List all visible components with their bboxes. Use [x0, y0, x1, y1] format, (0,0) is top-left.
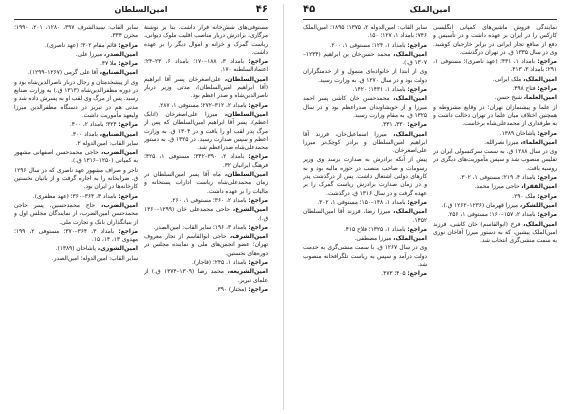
- references-label: مراجع:: [248, 154, 268, 161]
- entry-text: حاجی محمدعلی خان (۱۲۹۹–۱۳۶۰ ق.).: [144, 207, 268, 222]
- entry-text: میرزا علی.: [75, 51, 103, 58]
- entry-text: مستوفی‌های شش‌خانه قرار داشت. بنا بر نوشتهٔ مرگاری، برادرش دربار مناصب اقلیت ملوک دیوانی، ریاست گمرک و خزانه و اموال دیگر را بر عهده داشت.: [144, 25, 268, 56]
- dictionary-entry: [144, 197, 268, 205]
- entry-headword: امین‌الشوری،: [97, 245, 138, 253]
- entry-headword: امین‌الملک،: [393, 95, 427, 103]
- left-page: [0, 0, 282, 414]
- entry-text: محمد رضا (۱۳۰۹–۱۳۷۴ ق.) از علمای تبریز.: [144, 269, 268, 284]
- entry-text: وی از پیشخدمتان و رجال دربار ناصرالدین‌شاه بود و در دوره مظفرالدین‌شاه (۱۳۱۳ ق.) به وزارت صنایع رسید. پس از مرگ وی لقب او به پسرش داده شد و مدتی هم در تبریز در دستگاه مظفرالدین میرزا ولیعهد مأموریت داشت.: [14, 79, 138, 119]
- entry-headword: امین‌الملک،: [393, 50, 427, 58]
- dictionary-entry: [144, 233, 268, 258]
- text-column-left: [303, 24, 427, 408]
- page-number: ۴۵: [303, 4, 316, 15]
- dictionary-entry: [14, 167, 138, 192]
- entry-text: بامداد ۲، ۳۹۰–۳۴۲؛ مستوفی ۱، ۴۲۵؛ فرهنگ ایرانیان ۳۲.: [144, 154, 268, 169]
- entry-headword: امین‌السلطان،: [224, 110, 268, 118]
- entry-text: (مختار) ۳۹۰.: [215, 286, 247, 293]
- running-title: امین‌الملک: [409, 5, 451, 14]
- entry-text: محمد حسن‌خان بن ابراهیم (۱۲۳۴–۱۳۰۷ ق.).: [303, 51, 427, 67]
- dictionary-entry: [433, 76, 557, 84]
- dictionary-entry: [433, 221, 557, 246]
- references-label: مراجع:: [537, 193, 557, 200]
- entry-text: حاجی ابوالقاسم از تجار معروف تهران؛ عضو انجمن‌های ملی و نماینده مجلس در دوره‌های نخستین.: [144, 234, 268, 257]
- references-label: مراجع:: [118, 42, 138, 49]
- dictionary-entry: [433, 94, 557, 102]
- entry-text: میرزا رضا، فرزند آقا امین‌السلطان ۱۴۵۲.: [303, 209, 427, 224]
- entry-text: بامداد ۳، ۱۹۶؛ سایر القاب: امین‌الصدر.: [153, 224, 247, 231]
- entry-text: بامداد ۳، ۳۶۴–۳۶۰؛ (عهد مظفری).: [32, 193, 117, 200]
- entry-text: قائم مقام ۳۰۲؛ (عهد ناصری).: [44, 42, 117, 49]
- entry-headword: امین‌الملک،: [393, 130, 427, 138]
- dictionary-entry: [303, 235, 427, 243]
- entry-text: بامداد ۳، ۱۸۸–۱۷۰؛ بامداد ۶، ۲۳–۲۴؛ اعتمادالسلطنه ۱۷۰.: [144, 59, 268, 74]
- dictionary-entry: [14, 131, 138, 139]
- dictionary-entry: [433, 58, 557, 75]
- page-header: [14, 4, 268, 18]
- dictionary-entry: [433, 104, 557, 129]
- dictionary-entry: [303, 121, 427, 129]
- dictionary-entry: [144, 111, 268, 152]
- dictionary-entry: [144, 153, 268, 170]
- entry-text: ماه آقا پسر امین‌السلطان در زمان محمدعلی‌شاه ریاست ادارات پستخانه و مالیات را بر عهده داشت.: [144, 172, 268, 195]
- dictionary-entry: [14, 24, 138, 41]
- entry-headword: امین‌الملک،: [523, 75, 557, 83]
- dictionary-entry: [144, 76, 268, 101]
- entry-text: پیش از آنکه برادرش به صدارت برسد وی وزیر رسومات و صاحب منصب در حوزه مالیه بود و به کارهای دولتی اشتغال داشت. پس از درگذشت پدر و در زمان صدارت برادرش ریاست گمرک را بر عهده گرفت و در سال ۱۳۱۶ ق. درگذشت.: [303, 157, 427, 197]
- dictionary-entry: [144, 24, 268, 57]
- references-label: مراجع:: [248, 197, 268, 204]
- references-label: مراجع:: [118, 228, 138, 235]
- entry-text: حاجی محمدحسن اصفهانی مشهور به کمپانی (۱۲۵۰–۱۳۱۶ ق.).: [14, 150, 138, 165]
- references-label: مراجع:: [248, 224, 268, 231]
- entry-text: تاجر و صراف مشهور عهد ناصری که در سال ۱۲۹۶ ق. ضرابخانه را به اجاره گرفت و از بانیان نخستین کارخانه‌ها در ایران بود.: [14, 167, 138, 191]
- entry-text: سایر القاب: امین‌الدوله ۲.: [75, 140, 138, 147]
- entry-text: بامداد ۱، ۱۴۸–۱۵۰؛ مستوفی ۱، ۳۰۲.: [317, 199, 406, 206]
- entry-headword: امین‌الملک،: [523, 220, 557, 228]
- entry-text: ملا ۴۷.: [100, 61, 117, 68]
- entry-text: بامداد ۳۰۰.: [71, 131, 98, 138]
- dictionary-entry: [14, 149, 138, 166]
- page-header: [303, 4, 557, 18]
- dictionary-entry: [433, 183, 557, 191]
- entry-text: آقا علی گرمی (۱۲۶۷–۱۲۹۹).: [27, 70, 98, 77]
- references-label: مراجع:: [407, 42, 427, 49]
- dictionary-entry: [433, 85, 557, 93]
- dictionary-entry: [14, 42, 138, 50]
- references-label: مراجع:: [537, 86, 557, 93]
- dictionary-entry: [303, 156, 427, 197]
- references-label: مراجع:: [537, 175, 557, 182]
- dictionary-entry: [14, 69, 138, 77]
- dictionary-entry: [303, 24, 427, 41]
- references-label: مراجع:: [407, 226, 427, 233]
- dictionary-entry: [14, 51, 138, 59]
- dictionary-entry: [303, 95, 427, 120]
- entry-text: نمایندگی فروش ماشین‌های کمپانی انگلیسی کارکس را در ایران بر عهده داشت و در تأسیس و دفع از منافع تجار ایرانی در برابر خارجیان کوشید. وی در سال ۱۳۳۵ ق. در تهران درگذشت.: [433, 25, 557, 56]
- entry-text: حاج محمدحسین، پسر حاجی محمدحسن امین‌الضرب، از نمایندگان مجلس اول و از بنیانگذاران بانک و تجارت ملی.: [14, 202, 138, 226]
- references-label: مراجع:: [248, 102, 268, 109]
- references-label: مراجع:: [118, 122, 138, 129]
- dictionary-entry: [144, 102, 268, 110]
- entry-text: فرخ (ابوالقاسم) خان کاشی، فرزند امین‌الملک پیشین، که به دستور میرزا آقاخان نوری به سمت منشی‌گری انتخاب شد.: [433, 221, 557, 245]
- header-rule: [303, 19, 557, 20]
- entry-text: میرزا نصرالله.: [484, 139, 519, 146]
- references-label: مراجع:: [537, 212, 557, 219]
- entry-headword: امین‌الشرف،: [229, 233, 268, 241]
- entry-text: از علما و پیشنمازان تهران؛ در وقایع مشروطه و همچنین اختلاف میان علما در تهران دخالت داشت و به طرفداری از محمدعلی‌شاه برخاست.: [433, 104, 557, 128]
- entry-headword: امین‌الصنایع،: [99, 69, 138, 77]
- entry-text: شیخ حسن.: [494, 95, 522, 102]
- entry-headword: امین‌الصنایع،: [99, 130, 138, 138]
- dictionary-entry: [14, 193, 138, 201]
- dictionary-entry: [144, 224, 268, 232]
- dictionary-entry: [433, 130, 557, 138]
- entry-text: بامداد ۱، ۱۴۳۱؛ ۱۴۲۰.: [352, 87, 406, 94]
- dictionary-entry: [433, 139, 557, 147]
- entry-text: سایر القاب: امین‌الدوله؛ امین‌الصدر.: [51, 255, 138, 262]
- dictionary-entry: [144, 171, 268, 196]
- entry-text: میرزا علی‌اصغرخان (اتابک اعظم)، پسر آقا ابراهیم امین‌السلطان که پس از مرگ پدر لقب او را یافت و در ۱۳۰۴ ق. به وزارت اعظم و سپس صدارت رسید. در ۱۳۲۵ ق. به دستور محمدعلی‌شاه صدراعظم شد.: [144, 111, 268, 152]
- text-column-right: [433, 24, 557, 408]
- dictionary-entry: [433, 193, 557, 201]
- references-label: مراجع:: [407, 199, 427, 206]
- entry-headword: امین‌الملک،: [393, 208, 427, 216]
- entry-text: میرزا قهرمان (۱۲۳۶–۱۲۶۲ ق.).: [441, 202, 519, 209]
- dictionary-entry: [14, 228, 138, 245]
- dictionary-entry: [144, 58, 268, 75]
- entry-headword: امین‌الضرب،: [101, 149, 138, 157]
- dictionary-entry: [433, 211, 557, 219]
- references-label: مراجع:: [537, 59, 557, 66]
- dictionary-entry: [144, 259, 268, 267]
- entry-text: بامداد ۲، ۳۶۰؛ مستوفی ۱، ۲۶۰.: [170, 197, 247, 204]
- entry-text: وی در سال ۱۲۸۸ ق. به سمت سرکنسولی ایران در تفلیس منصوب شد و سپس مأموریت‌های دیگری در روسیه یافت.: [433, 149, 557, 172]
- entry-text: بامداد ۱، ۲۴۵؛ (قاجار).: [192, 260, 247, 267]
- entry-text: ملک ۲۹۰.: [512, 193, 536, 200]
- entry-text: بامداد ۱، ۱۲۴؛ مستوفی ۱، ۲۰۰.: [329, 42, 406, 49]
- book-gutter: [283, 4, 284, 410]
- dictionary-entry: [144, 268, 268, 285]
- dictionary-entry: [303, 226, 427, 234]
- dictionary-entry: [14, 121, 138, 129]
- dictionary-entry: [144, 206, 268, 223]
- entry-text: ۳۲۴؛ بامداد ۲، ۴۰۰.: [69, 122, 117, 129]
- entry-headword: امین‌الصدر،: [103, 50, 138, 58]
- entry-text: پاشاخان (۱۳۸۹).: [55, 246, 96, 253]
- dictionary-entry: [303, 270, 427, 278]
- entry-headword: امین‌العلماء،: [520, 138, 557, 146]
- dictionary-entry: [14, 245, 138, 253]
- dictionary-entry: [433, 202, 557, 210]
- dictionary-entry: [303, 208, 427, 225]
- dictionary-entry: [144, 286, 268, 294]
- entry-headword: امین‌السلطان،: [224, 75, 268, 83]
- entry-text: ۳۳۰، ۳۳۱.: [381, 122, 406, 129]
- page-number: ۴۶: [255, 4, 268, 15]
- entry-text: بامداد ۱، ۴۳۱؛ (عهد ناصری)؛ مستوفی ۱، ۲۹۱؛ بامداد ۳، ۴۱۳.: [433, 59, 557, 74]
- entry-text: علی‌اصغرخان پسر آقا ابراهیم (آقا ابراهیم امین‌السلطان)، مدتی وزیر دربار ناصرالدین‌شاه و صدر اعظم بود.: [144, 76, 268, 100]
- entry-text: بامداد ۴، ۲۱۹؛ مستوفی ۱، ۳۰۲.: [459, 175, 536, 182]
- dictionary-entry: [14, 60, 138, 68]
- dictionary-entry: [303, 68, 427, 85]
- references-label: مراجع:: [407, 87, 427, 94]
- dictionary-entry: [303, 51, 427, 68]
- dictionary-entry: [303, 42, 427, 50]
- entry-text: بامداد ۲، ۳۱۲–۲۷۲؛ مستوفی ۱، ۲۸۷.: [158, 102, 247, 109]
- references-label: مراجع:: [407, 122, 427, 129]
- references-label: مراجع:: [118, 61, 138, 68]
- dictionary-entry: [303, 244, 427, 269]
- entry-text: وی در سال ۱۲۶۷ ق. با سمت منشی‌گری به خدمت دولت درآمد و سپس به ریاست تلگرافخانه منصوب شد.: [303, 245, 427, 269]
- references-label: مراجع:: [118, 193, 138, 200]
- references-label: مراجع:: [537, 130, 557, 137]
- dictionary-entry: [14, 255, 138, 263]
- text-column-left: [14, 24, 138, 408]
- entry-text: بامداد ۲، ۱۵۷–۱۶۰؛ مستوفی ۱، ۲۵۶.: [447, 212, 536, 219]
- dictionary-entry: [303, 199, 427, 207]
- entry-headword: امین‌الشرع،: [232, 206, 268, 214]
- entry-text: حاجی میرزا محمد.: [474, 184, 520, 191]
- entry-text: وی از ابتدا از خانواده‌ای متمول و از خدمتگزاران دولت بود و در سال ۱۲۷۰ ق. به وزارت رسید.: [303, 69, 427, 84]
- references-label: مراجع:: [248, 59, 268, 66]
- right-page: [289, 0, 571, 414]
- references-label: مراجع:: [407, 271, 427, 278]
- entry-text: ملک ایرانی.: [492, 76, 522, 83]
- entry-text: پاشاخان ۱۳۸۹.: [499, 130, 536, 137]
- entry-text: سایر القاب: سیدالشرف ۳۹۷، ۱۲۸۰، ۲۰۱، ۱۹۹۰؛ مخزن ۳۳۴.: [14, 25, 138, 40]
- dictionary-entry: [14, 140, 138, 148]
- entry-text: محمدحسن خان کاشی پسر احمد میرزا و از خویشاوندان صدراعظم بود و در سال ۱۳۲۵ ق. به مقام وزارت رسید.: [303, 96, 427, 119]
- entry-headword: امین‌الشریعه،: [227, 268, 268, 276]
- entry-headword: امین‌العلما،: [523, 94, 557, 102]
- references-label: مراجع:: [248, 286, 268, 293]
- entry-text: فتاح ۴۹۸.: [512, 86, 536, 93]
- entry-text: ۴۰۵؛ ۴۷۳.: [381, 271, 406, 278]
- dictionary-entry: [433, 24, 557, 57]
- entry-text: سایر القاب: امین‌الدوله ۲، ۱۳۷۵؛ ۱۸۹۵؛ امین‌الملک ۷۴۶؛ بامداد ۱، ۱۲۷؛ ۱۵۰.: [303, 25, 427, 40]
- references-label: مراجع:: [248, 260, 268, 267]
- dictionary-entry: [14, 202, 138, 227]
- entry-headword: امین‌الملک،: [393, 235, 427, 243]
- entry-headword: امین‌الفقرا،: [521, 183, 557, 191]
- dictionary-entry: [303, 131, 427, 156]
- entry-headword: امین‌الضرب،: [100, 201, 138, 209]
- dictionary-entry: [303, 86, 427, 94]
- entry-text: میرزا اسماعیل‌خان، فرزند آقا ابراهیم امین‌السلطان و برادر کوچک‌تر میرزا علی‌اصغرخان.: [303, 131, 427, 155]
- entry-text: بامداد ۳، ۳۶۴–۳۷۰؛ مستوفی ۲، ۱۹۹؛ مهدوی ۱۳، ۱۴، ۱۵.: [14, 228, 138, 244]
- dictionary-entry: [14, 79, 138, 120]
- entry-text: بامداد ۱، ۱۳۲۵؛ فلاح ۴۱۵.: [343, 226, 406, 233]
- dictionary-entry: [433, 174, 557, 182]
- entry-headword: امین‌السلطان،: [224, 171, 268, 179]
- entry-text: میرزا مصطفی.: [354, 236, 392, 243]
- text-column-right: [144, 24, 268, 408]
- entry-headword: امین‌اللشکر،: [519, 201, 557, 209]
- dictionary-entry: [433, 148, 557, 173]
- running-title: امین‌السلطان: [114, 5, 168, 14]
- header-rule: [14, 19, 268, 20]
